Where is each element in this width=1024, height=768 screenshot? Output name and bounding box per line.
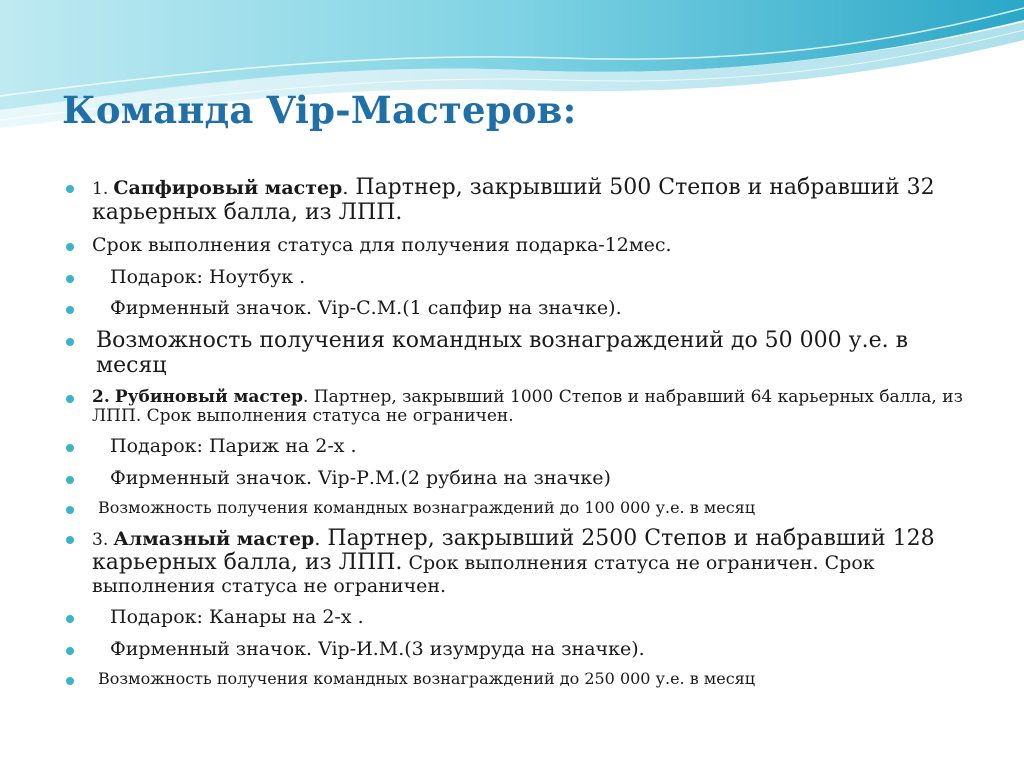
item-text: Партнер, закрывший 2500 Степов и набравший 128 карьерных балла, из ЛПП.: [92, 525, 935, 576]
item-text: Подарок: Канары на 2-х .: [110, 606, 364, 629]
bullet-icon: [66, 243, 74, 251]
item-number: 2.: [92, 387, 110, 408]
item-text: Подарок: Ноутбук .: [110, 265, 306, 288]
list-item: [92, 639, 972, 660]
list-item: [92, 298, 972, 319]
bullet-icon: [66, 185, 74, 193]
item-title: Сапфировый мастер: [113, 177, 343, 199]
bullet-icon: [66, 615, 74, 623]
bullet-icon: [66, 275, 74, 283]
item-punct: .: [314, 527, 321, 550]
bullet-icon: [66, 395, 74, 403]
list-item: [92, 267, 972, 288]
bullet-icon: [66, 444, 74, 452]
item-text: Партнер, закрывший 500 Степов и набравший 32 карьерных балла, из ЛПП.: [92, 175, 935, 225]
list-item: [92, 499, 972, 517]
list-item: [92, 235, 972, 256]
item-number: 1.: [92, 179, 109, 199]
bullet-list: [92, 176, 972, 698]
bullet-icon: [66, 677, 74, 685]
item-punct: .: [303, 387, 309, 408]
item-text: Срок выполнения статуса для получения подарка-12мес.: [92, 234, 672, 257]
list-item: [92, 436, 972, 457]
list-item: [92, 670, 972, 688]
bullet-icon: [66, 506, 74, 514]
list-item: [92, 527, 972, 598]
item-text: Подарок: Париж на 2-х .: [110, 435, 357, 458]
item-text-note: Срок выполнения статуса не ограничен. Срок выполнения статуса не ограничен.: [92, 552, 875, 598]
bullet-icon: [66, 338, 74, 346]
bullet-icon: [66, 306, 74, 314]
item-text: Возможность получения командных вознаграждений до 100 000 у.е. в месяц: [98, 497, 756, 517]
list-item: [92, 468, 972, 489]
item-number: 3.: [92, 529, 109, 550]
item-title: Рубиновый мастер: [114, 387, 303, 408]
item-text: Возможность получения командных вознаграждений до 50 000 у.е. в месяц: [96, 328, 908, 378]
list-item: [92, 388, 972, 426]
item-title: Алмазный мастер: [113, 527, 315, 550]
bullet-icon: [66, 476, 74, 484]
item-text: Возможность получения командных вознаграждений до 250 000 у.е. в месяц: [98, 668, 756, 688]
bullet-icon: [66, 536, 74, 544]
slide-title: Команда Vip-Мастеров:: [62, 88, 577, 132]
list-item: [92, 176, 972, 225]
list-item: [92, 607, 972, 628]
bullet-icon: [66, 647, 74, 655]
item-punct: .: [342, 177, 349, 199]
item-text: Партнер, закрывший 1000 Степов и набравший 64 карьерных балла, из ЛПП. Срок выполнения статуса не ограничен.: [92, 387, 963, 427]
item-text: Фирменный значок. Vip-С.М.(1 сапфир на значке).: [110, 296, 622, 319]
list-item: [92, 329, 972, 378]
item-text: Фирменный значок. Vip-Р.М.(2 рубина на значке): [110, 466, 611, 489]
item-text: Фирменный значок. Vip-И.М.(3 изумруда на значке).: [110, 637, 645, 660]
